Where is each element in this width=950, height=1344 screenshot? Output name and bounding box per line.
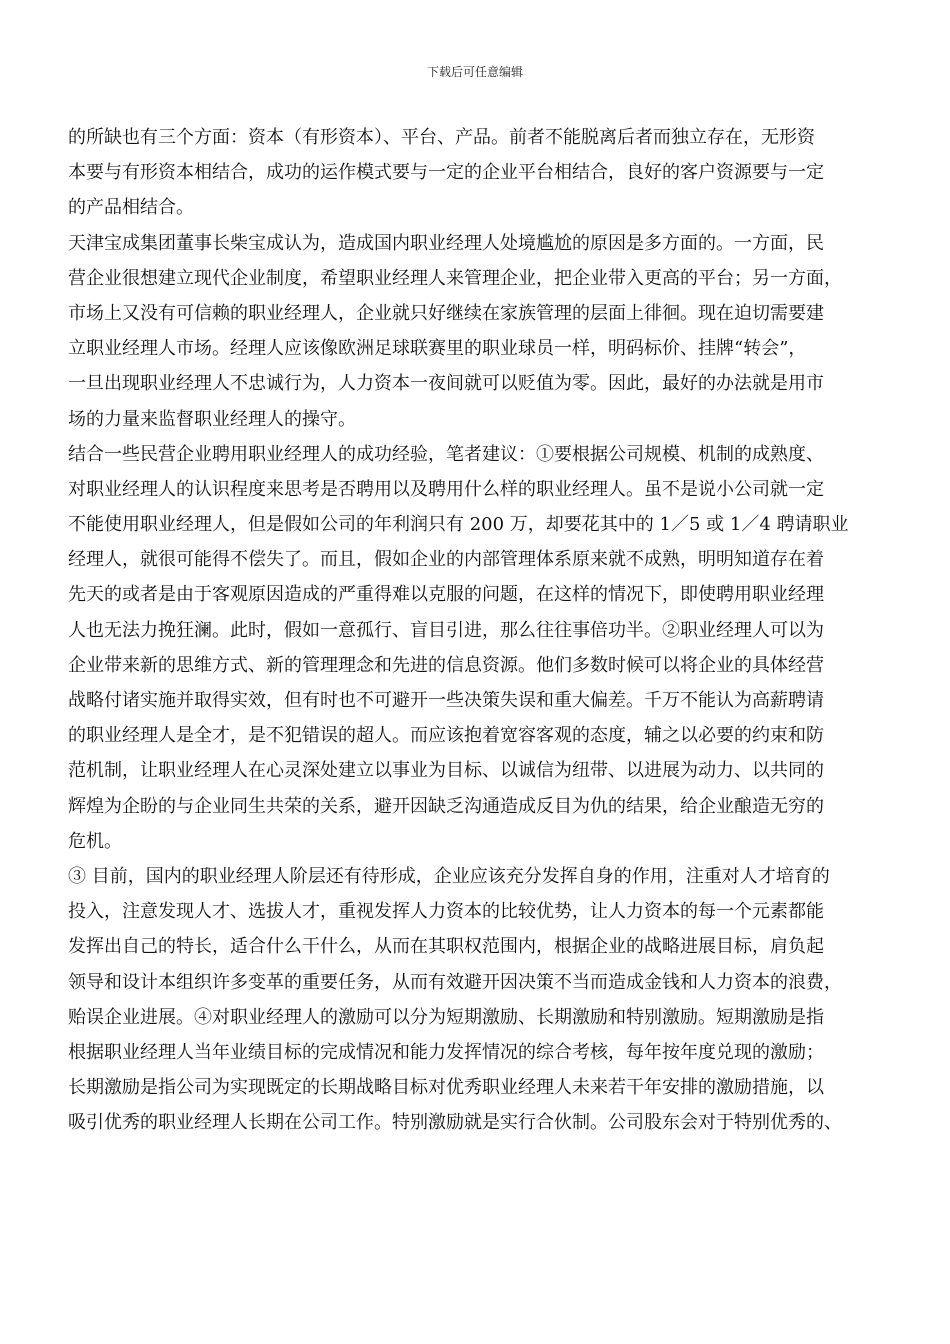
text-line: 天津宝成集团董事长柴宝成认为，造成国内职业经理人处境尴尬的原因是多方面的。一方面，民 [68,232,824,254]
text-line: 投入，注意发现人才、选拔人才，重视发挥人力资本的比较优势，让人力资本的每一个元素都能 [68,901,824,923]
text-line: 先天的或者是由于客观原因造成的严重得难以克服的问题，在这样的情况下，即使聘用职业经理 [68,584,824,606]
text-line: 本要与有形资本相结合，成功的运作模式要与一定的企业平台相结合，良好的客户资源要与一定 [68,162,824,184]
text-line: 人也无法力挽狂澜。此时，假如一意孤行、盲目引进，那么往往事倍功半。②职业经理人可以为 [68,619,824,641]
text-line: 范机制，让职业经理人在心灵深处建立以事业为目标、以诚信为纽带、以进展为动力、以共同的 [68,760,824,782]
text-line: 吸引优秀的职业经理人长期在公司工作。特别激励就是实行合伙制。公司股东会对于特别优秀的、 [68,1112,842,1134]
text-line: 经理人，就很可能得不偿失了。而且，假如企业的内部管理体系原来就不成熟，明明知道存在着 [68,549,824,571]
text-line: 的职业经理人是全才，是不犯错误的超人。而应该抱着宽容客观的态度，辅之以必要的约束和防 [68,725,824,747]
text-line: 对职业经理人的认识程度来思考是否聘用以及聘用什么样的职业经理人。虽不是说小公司就一定 [68,478,824,500]
text-line: 的所缺也有三个方面：资本（有形资本）、平台、产品。前者不能脱离后者而独立存在，无形资 [68,127,815,148]
text-line: 的产品相结合。 [68,197,194,219]
text-line: 领导和设计本组织许多变革的重要任务，从而有效避开因决策不当而造成金钱和人力资本的浪费， [68,971,842,993]
text-line: 贻误企业进展。④对职业经理人的激励可以分为短期激励、长期激励和特别激励。短期激励是指 [68,1006,824,1028]
text-line: 立职业经理人市场。经理人应该像欧洲足球联赛里的职业球员一样，明码标价、挂牌“转会”， [68,338,807,360]
text-line: 辉煌为企盼的与企业同生共荣的关系，避开因缺乏沟通造成反目为仇的结果，给企业酿造无穷的 [68,795,824,817]
document-body [68,120,880,1140]
page-header-note: 下载后可任意编辑 [426,65,523,79]
text-line: 战略付诸实施并取得实效，但有时也不可避开一些决策失误和重大偏差。千万不能认为高薪聘请 [68,690,824,711]
text-line: 结合一些民营企业聘用职业经理人的成功经验，笔者建议：①要根据公司规模、机制的成熟度、 [68,443,824,465]
text-line: 场的力量来监督职业经理人的操守。 [68,408,356,430]
text-line: 危机。 [68,830,122,852]
text-line: 市场上又没有可信赖的职业经理人，企业就只好继续在家族管理的层面上徘徊。现在迫切需要建 [68,302,824,324]
text-line: 营企业很想建立现代企业制度，希望职业经理人来管理企业，把企业带入更高的平台；另一方面， [68,267,842,289]
text-line: 一旦出现职业经理人不忠诚行为，人力资本一夜间就可以贬值为零。因此，最好的办法就是用市 [68,373,824,395]
text-line: 发挥出自己的特长，适合什么干什么，从而在其职权范围内，根据企业的战略进展目标，肩负起 [68,936,824,958]
text-line: 长期激励是指公司为实现既定的长期战略目标对优秀职业经理人未来若干年安排的激励措施，以 [68,1077,824,1099]
text-line: 企业带来新的思维方式、新的管理理念和先进的信息资源。他们多数时候可以将企业的具体经营 [68,654,824,676]
text-line: ③ 目前，国内的职业经理人阶层还有待形成，企业应该充分发挥自身的作用，注重对人才培育的 [68,865,830,887]
text-line: 根据职业经理人当年业绩目标的完成情况和能力发挥情况的综合考核，每年按年度兑现的激励； [68,1041,824,1063]
text-line: 不能使用职业经理人，但是假如公司的年利润只有 200 万，却要花其中的 1／5 或 1／4 聘请职业 [68,514,849,536]
